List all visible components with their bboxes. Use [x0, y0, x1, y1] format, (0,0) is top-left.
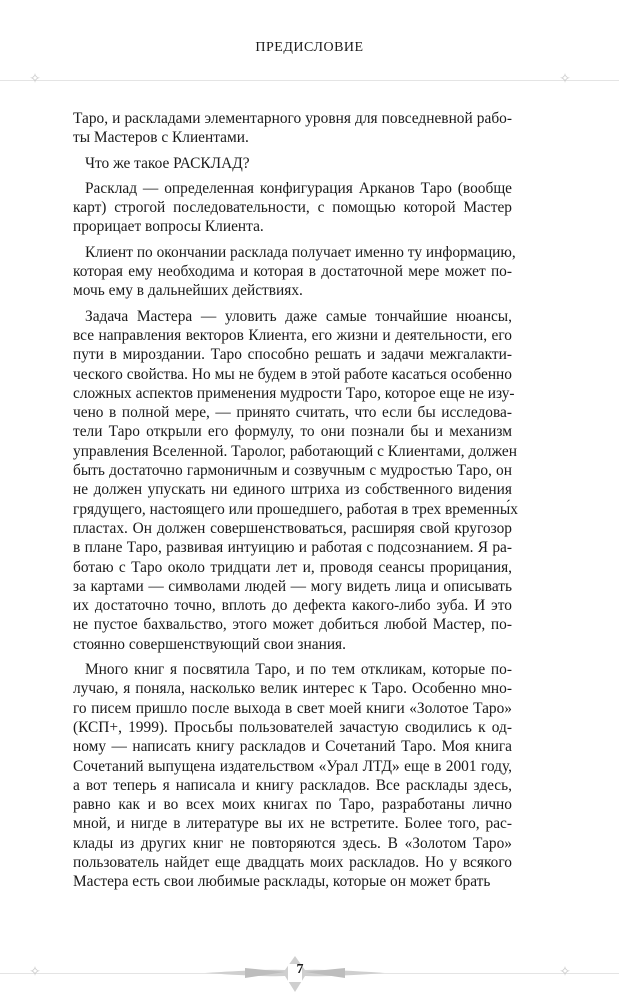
text-line: Что же такое РАСКЛАД? — [85, 154, 250, 172]
text-line: (КСП+, 1999). Просьбы пользователей зачастую сводились к од- — [73, 718, 512, 736]
text-line: пластах. Он должен совершенствоваться, расширяя свой кругозор — [73, 519, 512, 537]
text-line: пользователь найдет еще двадцать моих раскладов. Но у всякого — [73, 853, 512, 871]
text-line: чено в полной мере, — принято считать, что если бы исследова- — [73, 404, 512, 422]
text-line: равно как и во всех моих книгах по Таро, разработаны лично — [73, 796, 512, 814]
text-line: Мастера есть свои любимые расклады, которые он может брать — [73, 873, 491, 891]
text-line: а вот теперь я написала и книгу раскладов. Все расклады здесь, — [73, 776, 512, 794]
text-line: мочь ему в дальнейших действиях. — [73, 282, 303, 300]
text-line: Расклад — определенная конфигурация Арканов Таро (вообще — [85, 179, 512, 197]
text-line: Много книг я посвятила Таро, и по тем откликам, которые по- — [85, 661, 512, 679]
paragraph — [73, 154, 512, 173]
text-line: все направления векторов Клиента, его жизни и деятельности, его — [73, 326, 512, 344]
text-line: не пустое бахвальство, этого может добиться любой Мастер, по- — [73, 616, 512, 634]
star-ornament-icon: ✧ — [559, 965, 571, 980]
text-line: Таро, и раскладами элементарного уровня для повседневной рабо- — [73, 110, 512, 127]
star-ornament-icon: ✧ — [29, 965, 41, 980]
text-line: пути в мироздании. Таро способно решать и задачи межгалакти- — [73, 346, 512, 364]
text-line: прорицает вопросы Клиента. — [73, 218, 264, 236]
text-line: го писем пришло после выхода в свет моей книги «Золотое Таро» — [73, 699, 512, 717]
text-line: которая ему необходима и которая в достаточной мере может по- — [73, 263, 512, 281]
text-line: грядущего, настоящего или прошедшего, работая в трех временны́х — [73, 500, 518, 518]
text-line: за картами — символами людей — могу видеть лица и описывать — [73, 577, 512, 595]
text-line: в плане Таро, развивая интуицию и работая с подсознанием. Я ра- — [73, 539, 512, 557]
page-number: 7 — [296, 962, 304, 977]
paragraph — [73, 243, 516, 301]
text-line: лучаю, я поняла, насколько велик интерес к Таро. Особенно мно- — [73, 680, 512, 698]
text-line: их достаточно точно, вплоть до дефекта какого-либо зуба. И это — [73, 597, 512, 615]
text-line: тели Таро открыли его формулу, то они познали бы и механизм — [73, 423, 512, 441]
text-line: ты Мастеров с Клиентами. — [73, 129, 249, 147]
star-ornament-icon: ✧ — [29, 72, 41, 87]
text-line: сложных аспектов применения мудрости Таро, которое еще не изу- — [73, 384, 515, 402]
paragraph — [73, 179, 512, 237]
text-line: ческого свойства. Но мы не будем в этой работе касаться особенно — [73, 365, 512, 383]
text-line: Задача Мастера — уловить даже самые тончайшие нюансы, — [85, 307, 512, 325]
text-line: быть достаточно гармоничным и созвучным с мудростью Таро, он — [73, 462, 512, 480]
running-header: ПРЕДИСЛОВИЕ — [255, 40, 364, 55]
paragraph — [73, 109, 512, 148]
text-line: карт) строгой последовательности, с помощью которой Мастер — [73, 199, 512, 217]
text-line: клады из других книг не повторяются здесь. В «Золотом Таро» — [73, 834, 512, 852]
text-line: стоянно совершенствующий свои знания. — [73, 635, 346, 653]
text-line: Клиент по окончании расклада получает именно ту информацию, — [85, 243, 516, 261]
text-line: Сочетаний выпущена издательством «Урал ЛТД» еще в 2001 году, — [73, 757, 512, 775]
text-line: не должен упускать ни единого штриха из собственного видения — [73, 481, 512, 499]
star-ornament-icon: ✧ — [559, 72, 571, 87]
text-line: мной, и нигде в литературе вы их не встретите. Более того, рас- — [73, 815, 512, 833]
text-line: управления Вселенной. Таролог, работающий с Клиентами, должен — [73, 442, 517, 460]
text-line: ботаю с Таро около тридцати лет и, проводя сеансы прорицания, — [73, 558, 512, 576]
paragraph — [73, 307, 518, 654]
paragraph — [73, 660, 512, 892]
body-text — [73, 109, 518, 898]
text-line: ному — написать книгу раскладов и Сочетаний Таро. Моя книга — [73, 738, 512, 756]
header-rule — [0, 80, 619, 81]
